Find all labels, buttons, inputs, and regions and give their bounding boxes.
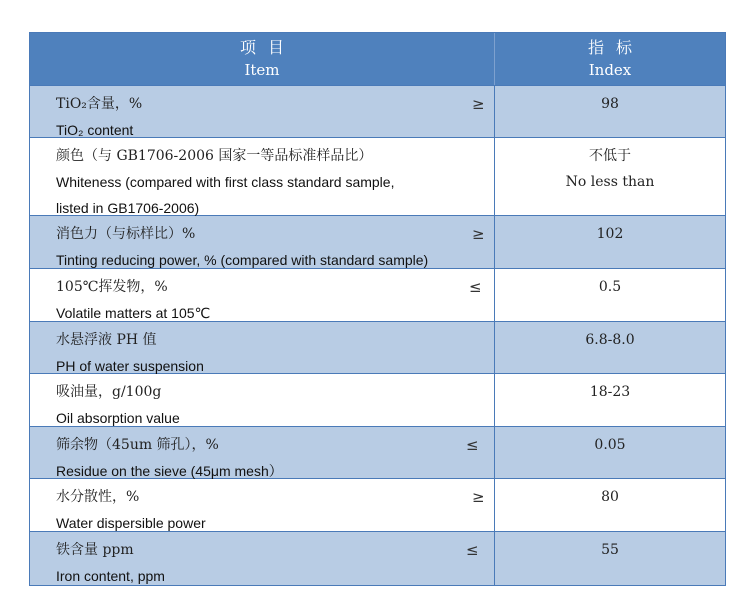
item-cell xyxy=(30,138,495,215)
less-equal-symbol: ≤ xyxy=(466,541,479,559)
table-row xyxy=(30,532,725,585)
index-value: 80 xyxy=(601,489,619,505)
item-name-en: Iron content, ppm xyxy=(56,568,165,584)
table-row xyxy=(30,269,725,322)
table-row xyxy=(30,216,725,269)
index-cell xyxy=(495,427,725,478)
item-cell xyxy=(30,86,495,137)
index-cell xyxy=(495,322,725,373)
item-name-en: Whiteness (compared with first class standard sample, xyxy=(56,174,395,190)
item-cell xyxy=(30,532,495,585)
header-index-en: Index xyxy=(588,61,632,79)
item-name-en: Tinting reducing power, % (compared with standard sample) xyxy=(56,252,429,268)
spec-table xyxy=(29,32,726,586)
less-equal-symbol: ≤ xyxy=(469,278,482,296)
index-value: 102 xyxy=(596,226,624,242)
less-equal-symbol: ≤ xyxy=(466,436,479,454)
table-row xyxy=(30,138,725,216)
header-item-en: Item xyxy=(244,61,280,79)
item-name-zh: TiO₂含量，% xyxy=(56,96,143,112)
item-name-zh: 消色力（与标样比）% xyxy=(56,226,196,242)
index-cell xyxy=(495,374,725,426)
index-value: 0.05 xyxy=(594,437,626,453)
index-value: 55 xyxy=(601,542,619,558)
item-cell xyxy=(30,427,495,478)
item-name-en: PH of water suspension xyxy=(56,358,204,374)
index-cell xyxy=(495,216,725,268)
greater-equal-symbol: ≥ xyxy=(472,488,485,506)
item-name-zh: 水分散性，% xyxy=(56,489,140,505)
item-name-en: Residue on the sieve (45μm mesh） xyxy=(56,463,283,479)
index-value: 0.5 xyxy=(598,279,622,295)
index-value: 6.8-8.0 xyxy=(585,332,635,348)
index-value: 98 xyxy=(601,96,619,112)
table-row xyxy=(30,86,725,138)
index-cell xyxy=(495,86,725,137)
item-name-zh: 105℃挥发物，% xyxy=(56,279,168,295)
item-cell xyxy=(30,216,495,268)
index-cell xyxy=(495,479,725,531)
index-value: 18-23 xyxy=(589,384,631,400)
item-name-en: Oil absorption value xyxy=(56,410,180,426)
table-row xyxy=(30,322,725,374)
item-cell xyxy=(30,269,495,321)
item-name-zh: 水悬浮液 PH 值 xyxy=(56,332,157,348)
table-header xyxy=(30,33,725,86)
item-cell xyxy=(30,479,495,531)
greater-equal-symbol: ≥ xyxy=(472,95,485,113)
item-name-en: Volatile matters at 105℃ xyxy=(56,305,211,321)
index-cell xyxy=(495,269,725,321)
item-name-en: TiO₂ content xyxy=(56,122,134,138)
header-index-zh: 指标 xyxy=(587,38,644,57)
greater-equal-symbol: ≥ xyxy=(472,225,485,243)
header-index-cell xyxy=(495,33,725,85)
table-row xyxy=(30,374,725,427)
table-row xyxy=(30,479,725,532)
header-item-cell xyxy=(30,33,495,85)
index-cell xyxy=(495,532,725,585)
item-name-zh: 筛余物（45um 筛孔），% xyxy=(56,437,219,453)
index-value: 不低于 xyxy=(589,148,631,164)
item-name-en: Water dispersible power xyxy=(56,515,206,531)
index-value: No less than xyxy=(565,174,655,190)
item-name-zh: 颜色（与 GB1706-2006 国家一等品标准样品比） xyxy=(56,148,373,164)
header-item-zh: 项目 xyxy=(239,38,296,57)
table-row xyxy=(30,427,725,479)
item-name-zh: 吸油量，g/100g xyxy=(56,384,162,400)
table-body xyxy=(30,86,725,585)
item-name-en: listed in GB1706-2006) xyxy=(56,200,200,216)
item-cell xyxy=(30,322,495,373)
item-name-zh: 铁含量 ppm xyxy=(56,542,134,558)
index-cell xyxy=(495,138,725,215)
item-cell xyxy=(30,374,495,426)
